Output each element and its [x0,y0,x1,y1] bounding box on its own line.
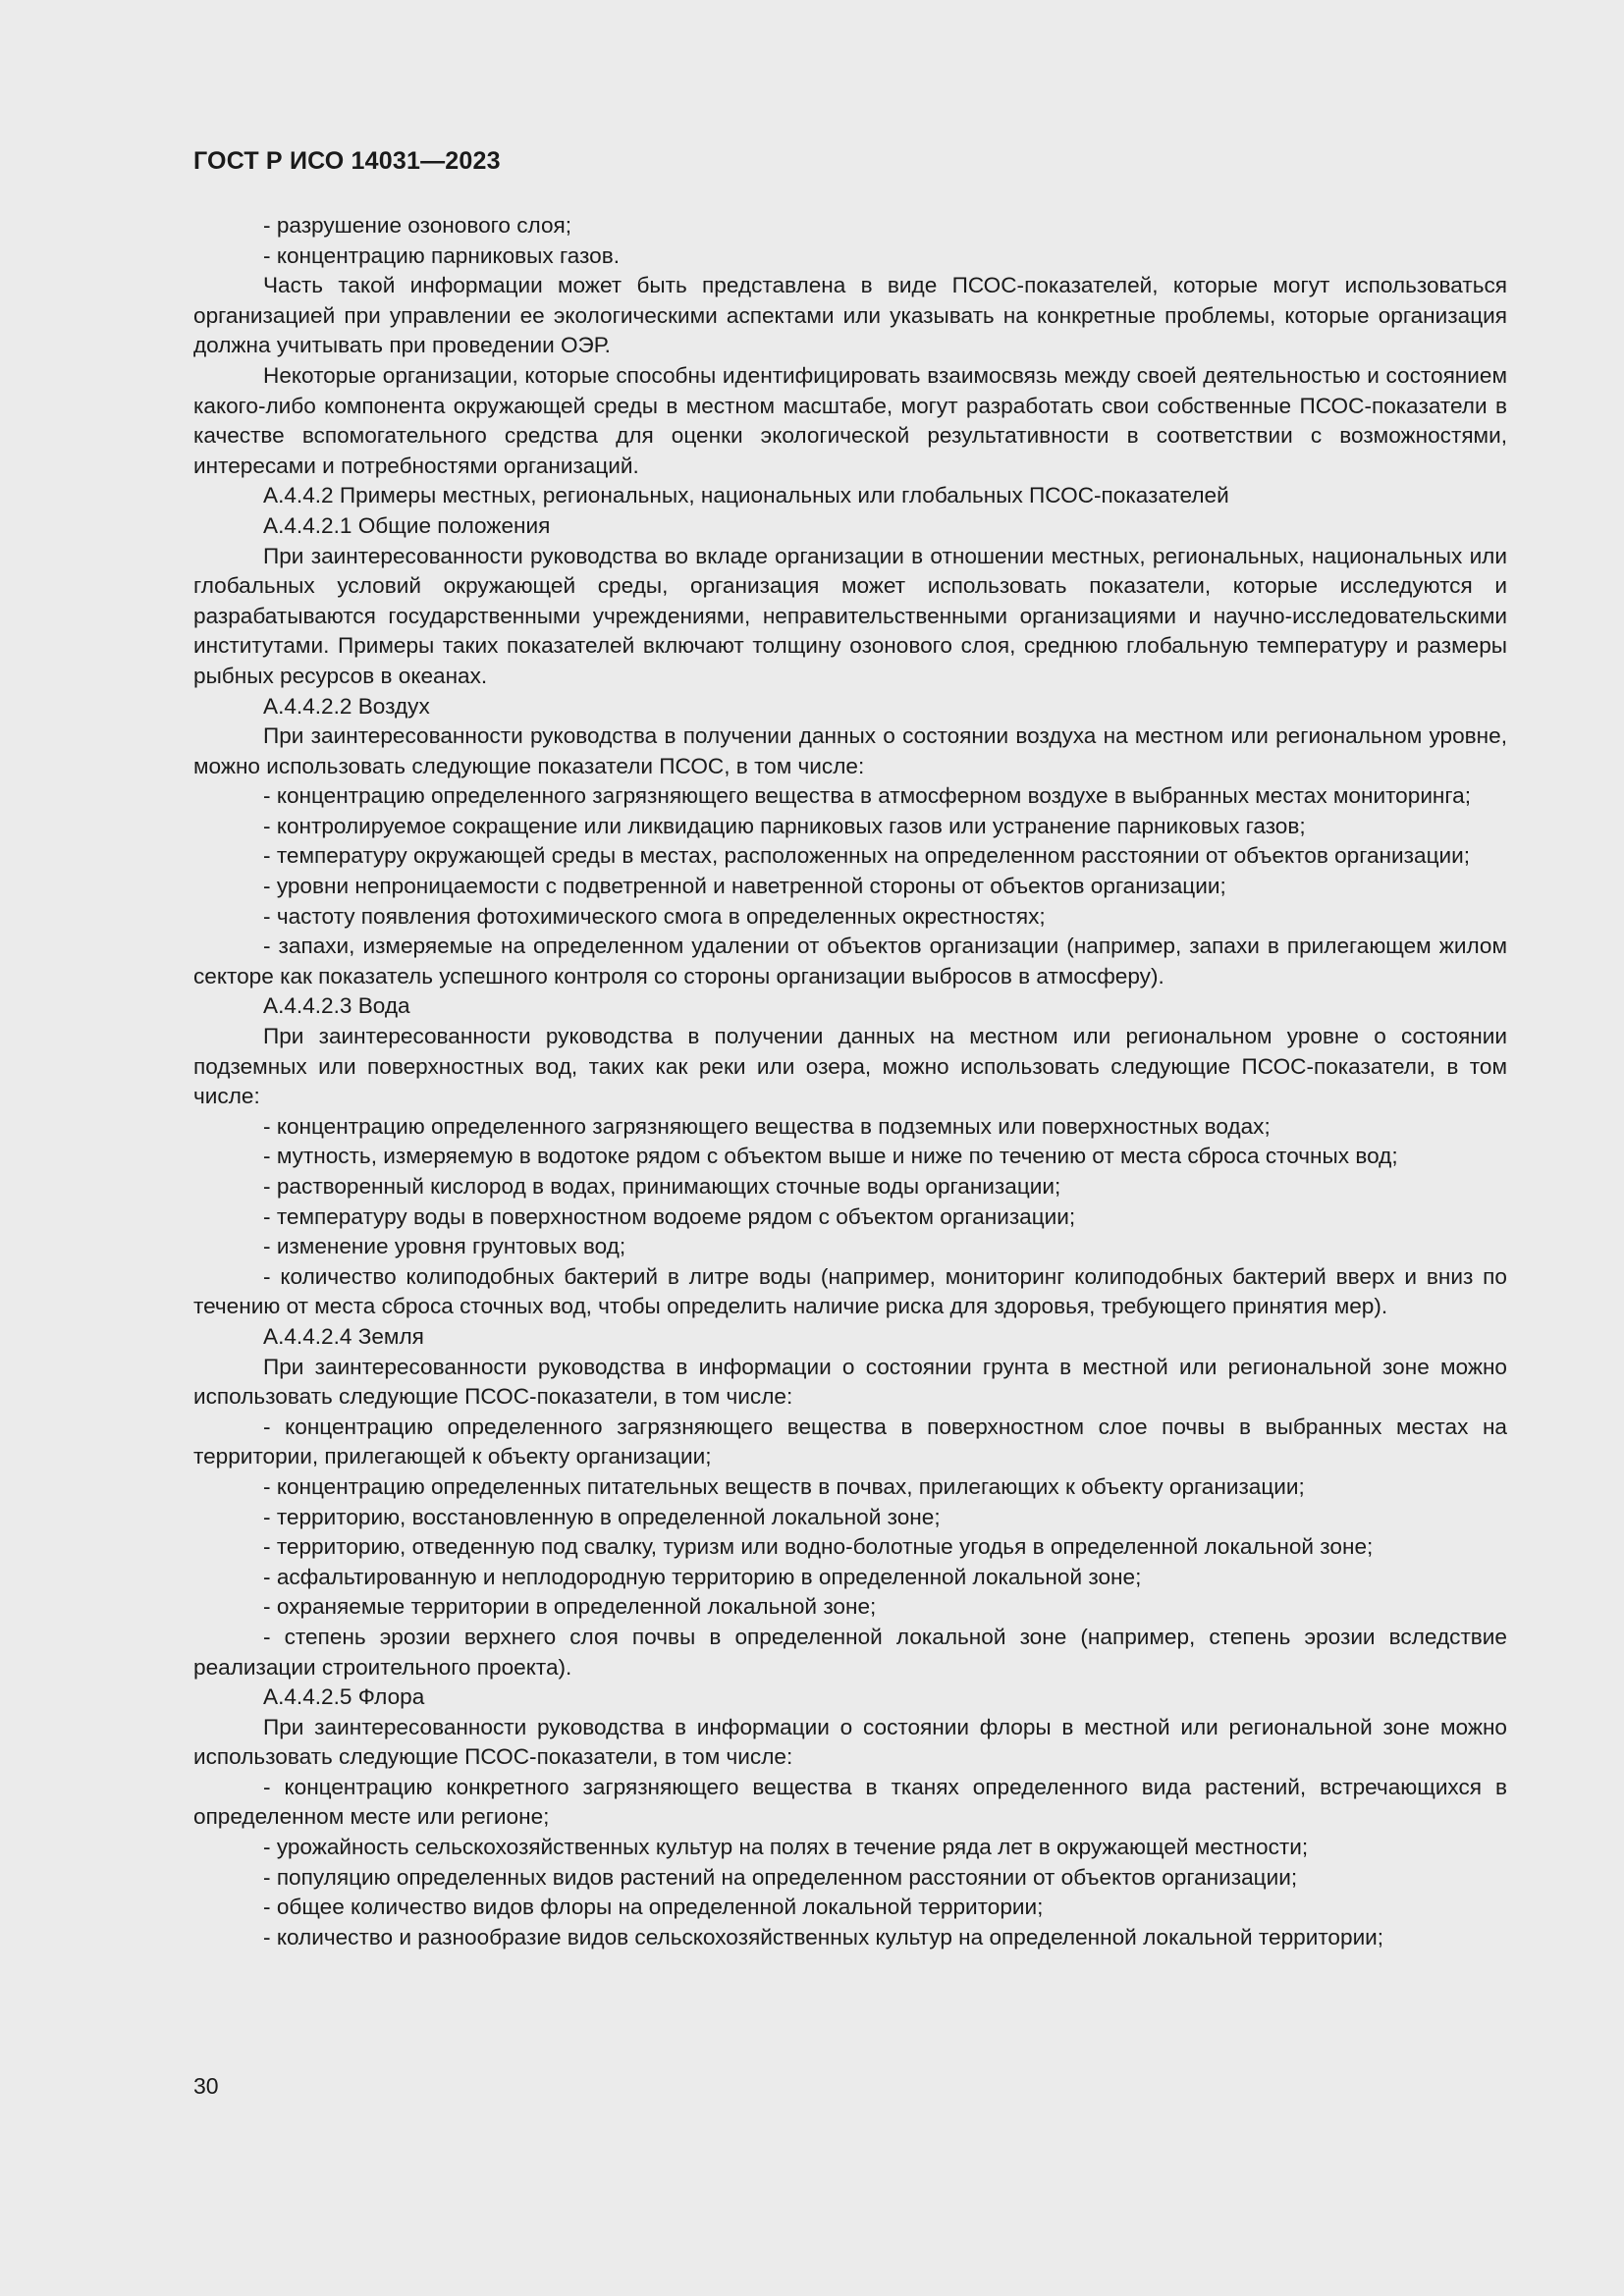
page-number: 30 [193,2073,219,2099]
list-item: - контролируемое сокращение или ликвидацию парниковых газов или устранение парниковых газов; [193,812,1507,842]
section-heading: А.4.4.2.5 Флора [263,1684,425,1710]
document-body [193,211,1507,1952]
list-item: - растворенный кислород в водах, принимающих сточные воды организации; [193,1172,1507,1202]
list-item: - концентрацию конкретного загрязняющего вещества в тканях определенного вида растений, встречающихся в определенном месте или регионе; [193,1773,1507,1833]
list-item: - уровни непроницаемости с подветренной и наветренной стороны от объектов организации; [193,872,1507,902]
paragraph: При заинтересованности руководства в получении данных о состоянии воздуха на местном или региональном уровне, можно использовать следующие показатели ПСОС, в том числе: [193,723,1507,778]
list-item: - популяцию определенных видов растений на определенном расстоянии от объектов организации; [193,1863,1507,1894]
list-item: - запахи, измеряемые на определенном удалении от объектов организации (например, запахи в прилегающем жилом секторе как показатель успешного контроля со стороны организации выбросов в атмосферу). [193,932,1507,991]
section-heading: А.4.4.2.4 Земля [263,1323,424,1349]
section-heading: А.4.4.2 Примеры местных, региональных, национальных или глобальных ПСОС-показателей [263,483,1229,508]
list-item: - изменение уровня грунтовых вод; [193,1232,1507,1262]
list-item: - разрушение озонового слоя; [193,211,1507,241]
list-item: - температуру воды в поверхностном водоеме рядом с объектом организации; [193,1202,1507,1233]
document-header-title: ГОСТ Р ИСО 14031—2023 [193,147,501,175]
document-page [193,147,1507,1952]
paragraph: При заинтересованности руководства в информации о состоянии грунта в местной или региональной зоне можно использовать следующие ПСОС-показатели, в том числе: [193,1354,1507,1410]
list-item: - концентрацию определенного загрязняющего вещества в поверхностном слое почвы в выбранных местах на территории, прилегающей к объекту организации; [193,1413,1507,1472]
list-item: - общее количество видов флоры на определенной локальной территории; [193,1893,1507,1923]
paragraph: При заинтересованности руководства в получении данных на местном или региональном уровне о состоянии подземных или поверхностных вод, таких как реки или озера, можно использовать следующие ПСОС-показатели, в том числе: [193,1024,1507,1109]
list-item: - частоту появления фотохимического смога в определенных окрестностях; [193,902,1507,933]
list-item: - территорию, восстановленную в определенной локальной зоне; [193,1503,1507,1533]
section-heading: А.4.4.2.3 Вода [263,993,410,1019]
list-item: - концентрацию определенного загрязняющего вещества в подземных или поверхностных водах; [193,1112,1507,1143]
list-item: - мутность, измеряемую в водотоке рядом с объектом выше и ниже по течению от места сброса сточных вод; [193,1142,1507,1172]
list-item: - концентрацию определенного загрязняющего вещества в атмосферном воздухе в выбранных местах мониторинга; [193,781,1507,812]
list-item: - урожайность сельскохозяйственных культур на полях в течение ряда лет в окружающей местности; [193,1833,1507,1863]
paragraph: При заинтересованности руководства во вкладе организации в отношении местных, региональных, национальных или глобальных условий окружающей среды, организация может использовать показатели, которые исследуются и разрабатываются государственными учреждениями, неправительственными организациями и научно-исследовательскими институтами. Примеры таких показателей включают толщину озонового слоя, среднюю глобальную температуру и размеры рыбных ресурсов в океанах. [193,543,1507,688]
list-item: - количество колиподобных бактерий в литре воды (например, мониторинг колиподобных бактерий вверх и вниз по течению от места сброса сточных вод, чтобы определить наличие риска для здоровья, требующего принятия мер). [193,1262,1507,1322]
list-item: - охраняемые территории в определенной локальной зоне; [193,1592,1507,1623]
list-item: - количество и разнообразие видов сельскохозяйственных культур на определенной локальной территории; [193,1923,1507,1953]
list-item: - концентрацию парниковых газов. [193,241,1507,272]
list-item: - температуру окружающей среды в местах, расположенных на определенном расстоянии от объектов организации; [193,841,1507,872]
section-heading: А.4.4.2.2 Воздух [263,693,430,719]
paragraph: При заинтересованности руководства в информации о состоянии флоры в местной или региональной зоне можно использовать следующие ПСОС-показатели, в том числе: [193,1714,1507,1770]
list-item: - территорию, отведенную под свалку, туризм или водно-болотные угодья в определенной локальной зоне; [193,1532,1507,1563]
paragraph: Часть такой информации может быть представлена в виде ПСОС-показателей, которые могут использоваться организацией при управлении ее экологическими аспектами или указывать на конкретные проблемы, которые организация должна учитывать при проведении ОЭР. [193,273,1507,358]
section-heading: А.4.4.2.1 Общие положения [263,512,551,538]
list-item: - степень эрозии верхнего слоя почвы в определенной локальной зоне (например, степень эрозии вследствие реализации строительного проекта). [193,1623,1507,1682]
list-item: - асфальтированную и неплодородную территорию в определенной локальной зоне; [193,1563,1507,1593]
paragraph: Некоторые организации, которые способны идентифицировать взаимосвязь между своей деятельностью и состоянием какого-либо компонента окружающей среды в местном масштабе, могут разработать свои собственные ПСОС-показатели в качестве вспомогательного средства для оценки экологической результативности в соответствии с возможностями, интересами и потребностями организаций. [193,362,1507,478]
list-item: - концентрацию определенных питательных веществ в почвах, прилегающих к объекту организации; [193,1472,1507,1503]
